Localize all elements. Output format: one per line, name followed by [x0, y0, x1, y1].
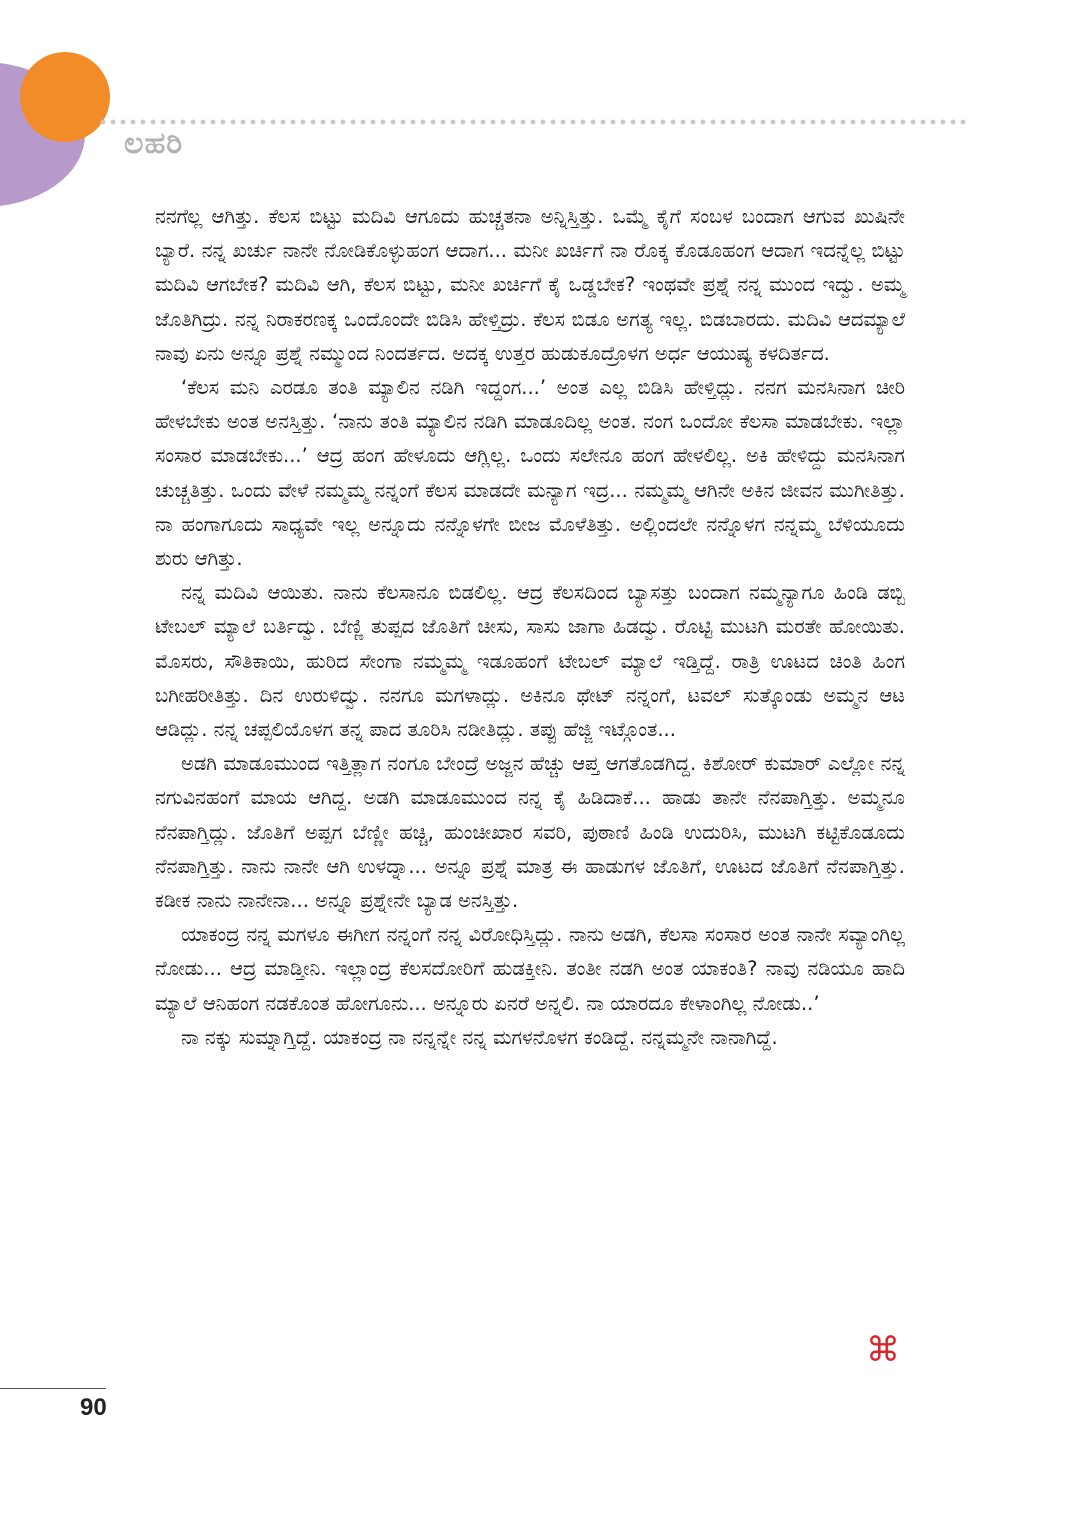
paragraph: ‘ಕೆಲಸ ಮನಿ ಎರಡೂ ತಂತಿ ಮ್ಯಾಲಿನ ನಡಿಗಿ ಇದ್ದಂಗ...’ ಅಂತ ಎಲ್ಲ ಬಿಡಿಸಿ ಹೇಳ್ತಿದ್ಲು. ನನಗ ಮನಸಿನಾಗ ಚೀರಿ ಹೇಳಬೇಕು ಅಂತ ಅನಸ್ತಿತ್ತು. ‘ನಾನು ತಂತಿ ಮ್ಯಾಲಿನ ನಡಿಗಿ ಮಾಡೂದಿಲ್ಲ ಅಂತ. ನಂಗ ಒಂದೋ ಕೆಲಸಾ ಮಾಡಬೇಕು. ಇಲ್ಲಾ ಸಂಸಾರ ಮಾಡಬೇಕು...’ ಆದ್ರ ಹಂಗ ಹೇಳೂದು ಆಗ್ಲಿಲ್ಲ. ಒಂದು ಸಲೇನೂ ಹಂಗ ಹೇಳಲಿಲ್ಲ. ಅಕಿ ಹೇಳಿದ್ದು ಮನಸಿನಾಗ ಚುಚ್ಚತಿತ್ತು. ಒಂದು ವೇಳೆ ನಮ್ಮಮ್ಮ ನನ್ನಂಗೆ ಕೆಲಸ ಮಾಡದೇ ಮನ್ಯಾಗ ಇದ್ರ... ನಮ್ಮಮ್ಮ ಆಗಿನೇ ಅಕಿನ ಜೀವನ ಮುಗೀತಿತ್ತು. ನಾ ಹಂಗಾಗೂದು ಸಾಧ್ಯವೇ ಇಲ್ಲ ಅನ್ನೂದು ನನ್ನೊಳಗೇ ಬೀಜ ಮೊಳೆತಿತ್ತು. ಅಲ್ಲಿಂದಲೇ ನನ್ನೊಳಗ ನನ್ನಮ್ಮ ಬೆಳಿಯೂದು ಶುರು ಆಗಿತ್ತು. [155, 376, 905, 571]
article-body [155, 200, 905, 1055]
dotted-divider [98, 118, 970, 126]
section-title: ಲಹರಿ [124, 126, 184, 161]
footer-divider [0, 1388, 106, 1389]
paragraph: ನನಗೆಲ್ಲ ಆಗಿತ್ತು. ಕೆಲಸ ಬಿಟ್ಟು ಮದಿವಿ ಆಗೂದು ಹುಚ್ಚತನಾ ಅನ್ನಿಸ್ತಿತ್ತು. ಒಮ್ಮೆ ಕೈಗೆ ಸಂಬಳ ಬಂದಾಗ ಆಗುವ ಖುಷಿನೇ ಬ್ಯಾರೆ. ನನ್ನ ಖರ್ಚು ನಾನೇ ನೋಡಿಕೊಳ್ಳುಹಂಗ ಆದಾಗ... ಮನೀ ಖರ್ಚಿಗೆ ನಾ ರೊಕ್ಕ ಕೊಡೂಹಂಗ ಆದಾಗ ಇದನ್ನೆಲ್ಲ ಬಿಟ್ಟು ಮದಿವಿ ಆಗಬೇಕ? ಮದಿವಿ ಆಗಿ, ಕೆಲಸ ಬಿಟ್ಟು, ಮನೀ ಖರ್ಚಿಗೆ ಕೈ ಒಡ್ಡಬೇಕ? ಇಂಥವೇ ಪ್ರಶ್ನೆ ನನ್ನ ಮುಂದ ಇದ್ವು. ಅಮ್ಮ ಜೊತಿಗಿದ್ರು. ನನ್ನ ನಿರಾಕರಣಕ್ಕ ಒಂದೊಂದೇ ಬಿಡಿಸಿ ಹೇಳ್ತಿದ್ರು. ಕೆಲಸ ಬಿಡೂ ಅಗತ್ಯ ಇಲ್ಲ. ಬಿಡಬಾರದು. ಮದಿವಿ ಆದಮ್ಯಾಲೆ ನಾವು ಏನು ಅನ್ನೂ ಪ್ರಶ್ನೆ ನಮ್ಮುಂದ ನಿಂದರ್ತದ. ಅದಕ್ಕ ಉತ್ತರ ಹುಡುಕೂದ್ರೊಳಗ ಅರ್ಧ ಆಯುಷ್ಯ ಕಳದಿರ್ತದ. [155, 205, 905, 365]
page-number: 90 [80, 1394, 107, 1421]
paragraph: ನನ್ನ ಮದಿವಿ ಆಯಿತು. ನಾನು ಕೆಲಸಾನೂ ಬಿಡಲಿಲ್ಲ. ಆದ್ರ ಕೆಲಸದಿಂದ ಬ್ಯಾಸತ್ತು ಬಂದಾಗ ನಮ್ಮನ್ಯಾಗೂ ಹಿಂಡಿ ಡಬ್ಬಿ ಟೇಬಲ್ ಮ್ಯಾಲೆ ಬರ್ತಿದ್ವು. ಬೆಣ್ಣಿ ತುಪ್ಪದ ಜೊತಿಗೆ ಚೀಸು, ಸಾಸು ಜಾಗಾ ಹಿಡದ್ವು. ರೊಟ್ಟಿ ಮುಟಗಿ ಮರತೇ ಹೋಯಿತು. ಮೊಸರು, ಸೌತಿಕಾಯಿ, ಹುರಿದ ಸೇಂಗಾ ನಮ್ಮಮ್ಮ ಇಡೂಹಂಗೆ ಟೇಬಲ್ ಮ್ಯಾಲೆ ಇಡ್ತಿದ್ದೆ. ರಾತ್ರಿ ಊಟದ ಚಿಂತಿ ಹಿಂಗ ಬಗೀಹರೀತಿತ್ತು. ದಿನ ಉರುಳಿದ್ವು. ನನಗೂ ಮಗಳಾದ್ಲು. ಅಕಿನೂ ಥೇಟ್ ನನ್ನಂಗೆ, ಟವಲ್ ಸುತ್ಕೊಂಡು ಅಮ್ಮನ ಆಟ ಆಡಿದ್ಲು. ನನ್ನ ಚಪ್ಪಲಿಯೊಳಗ ತನ್ನ ಪಾದ ತೂರಿಸಿ ನಡೀತಿದ್ಲು. ತಪ್ಪು ಹೆಜ್ಜಿ ಇಟ್ಗೊಂತ... [155, 581, 905, 742]
paragraph: ಅಡಗಿ ಮಾಡೂಮುಂದ ಇತ್ತಿತ್ಲಾಗ ನಂಗೂ ಬೇಂದ್ರೆ ಅಜ್ಜನ ಹೆಚ್ಚು ಆಪ್ತ ಆಗತೊಡಗಿದ್ದ. ಕಿಶೋರ್ ಕುಮಾರ್ ಎಲ್ಲೋ ನನ್ನ ನಗುವಿನಹಂಗೆ ಮಾಯ ಆಗಿದ್ದ. ಅಡಗಿ ಮಾಡೂಮುಂದ ನನ್ನ ಕೈ ಹಿಡಿದಾಕೆ... ಹಾಡು ತಾನೇ ನೆನಪಾಗ್ತಿತ್ತು. ಅಮ್ಮನೂ ನೆನಪಾಗ್ತಿದ್ಲು. ಜೊತಿಗೆ ಅಪ್ಪಗ ಬೆಣ್ಣೀ ಹಚ್ಚಿ, ಹುಂಚೀಖಾರ ಸವರಿ, ಪುಠಾಣಿ ಹಿಂಡಿ ಉದುರಿಸಿ, ಮುಟಗಿ ಕಟ್ಟಿಕೊಡೂದು ನೆನಪಾಗ್ತಿತ್ತು. ನಾನು ನಾನೇ ಆಗಿ ಉಳದ್ನಾ... ಅನ್ನೂ ಪ್ರಶ್ನೆ ಮಾತ್ರ ಈ ಹಾಡುಗಳ ಜೊತಿಗೆ, ಊಟದ ಜೊತಿಗೆ ನೆನಪಾಗ್ತಿತ್ತು. ಕಡೀಕ ನಾನು ನಾನೇನಾ... ಅನ್ನೂ ಪ್ರಶ್ನೇನೇ ಬ್ಯಾಡ ಅನಸ್ತಿತ್ತು. [155, 752, 905, 913]
paragraph: ನಾ ನಕ್ಕು ಸುಮ್ನಾಗ್ತಿದ್ದೆ. ಯಾಕಂದ್ರ ನಾ ನನ್ನನ್ನೇ ನನ್ನ ಮಗಳನೊಳಗ ಕಂಡಿದ್ದೆ. ನನ್ನಮ್ಮನೇ ನಾನಾಗಿದ್ದೆ. [181, 1025, 778, 1049]
decorative-orange-circle [20, 52, 110, 142]
paragraph: ಯಾಕಂದ್ರ ನನ್ನ ಮಗಳೂ ಈಗೀಗ ನನ್ನಂಗೆ ನನ್ನ ವಿರೋಧಿಸ್ತಿದ್ಲು. ನಾನು ಅಡಗಿ, ಕೆಲಸಾ ಸಂಸಾರ ಅಂತ ನಾನೇ ಸವ್ಯಾಂಗಿಲ್ಲ ನೋಡು... ಆದ್ರ ಮಾಡ್ತೀನಿ. ಇಲ್ಲಾಂದ್ರ ಕೆಲಸದೋರಿಗೆ ಹುಡಕ್ತೀನಿ. ತಂತೀ ನಡಗಿ ಅಂತ ಯಾಕಂತಿ? ನಾವು ನಡಿಯೂ ಹಾದಿ ಮ್ಯಾಲೆ ಆನಿಹಂಗ ನಡಕೊಂತ ಹೋಗೂನು... ಅನ್ನೂರು ಏನರೆ ಅನ್ನಲಿ. ನಾ ಯಾರದೂ ಕೇಳಾಂಗಿಲ್ಲ ನೋಡು..’ [155, 923, 905, 1015]
end-of-article-icon: ⌘ [866, 1330, 900, 1370]
